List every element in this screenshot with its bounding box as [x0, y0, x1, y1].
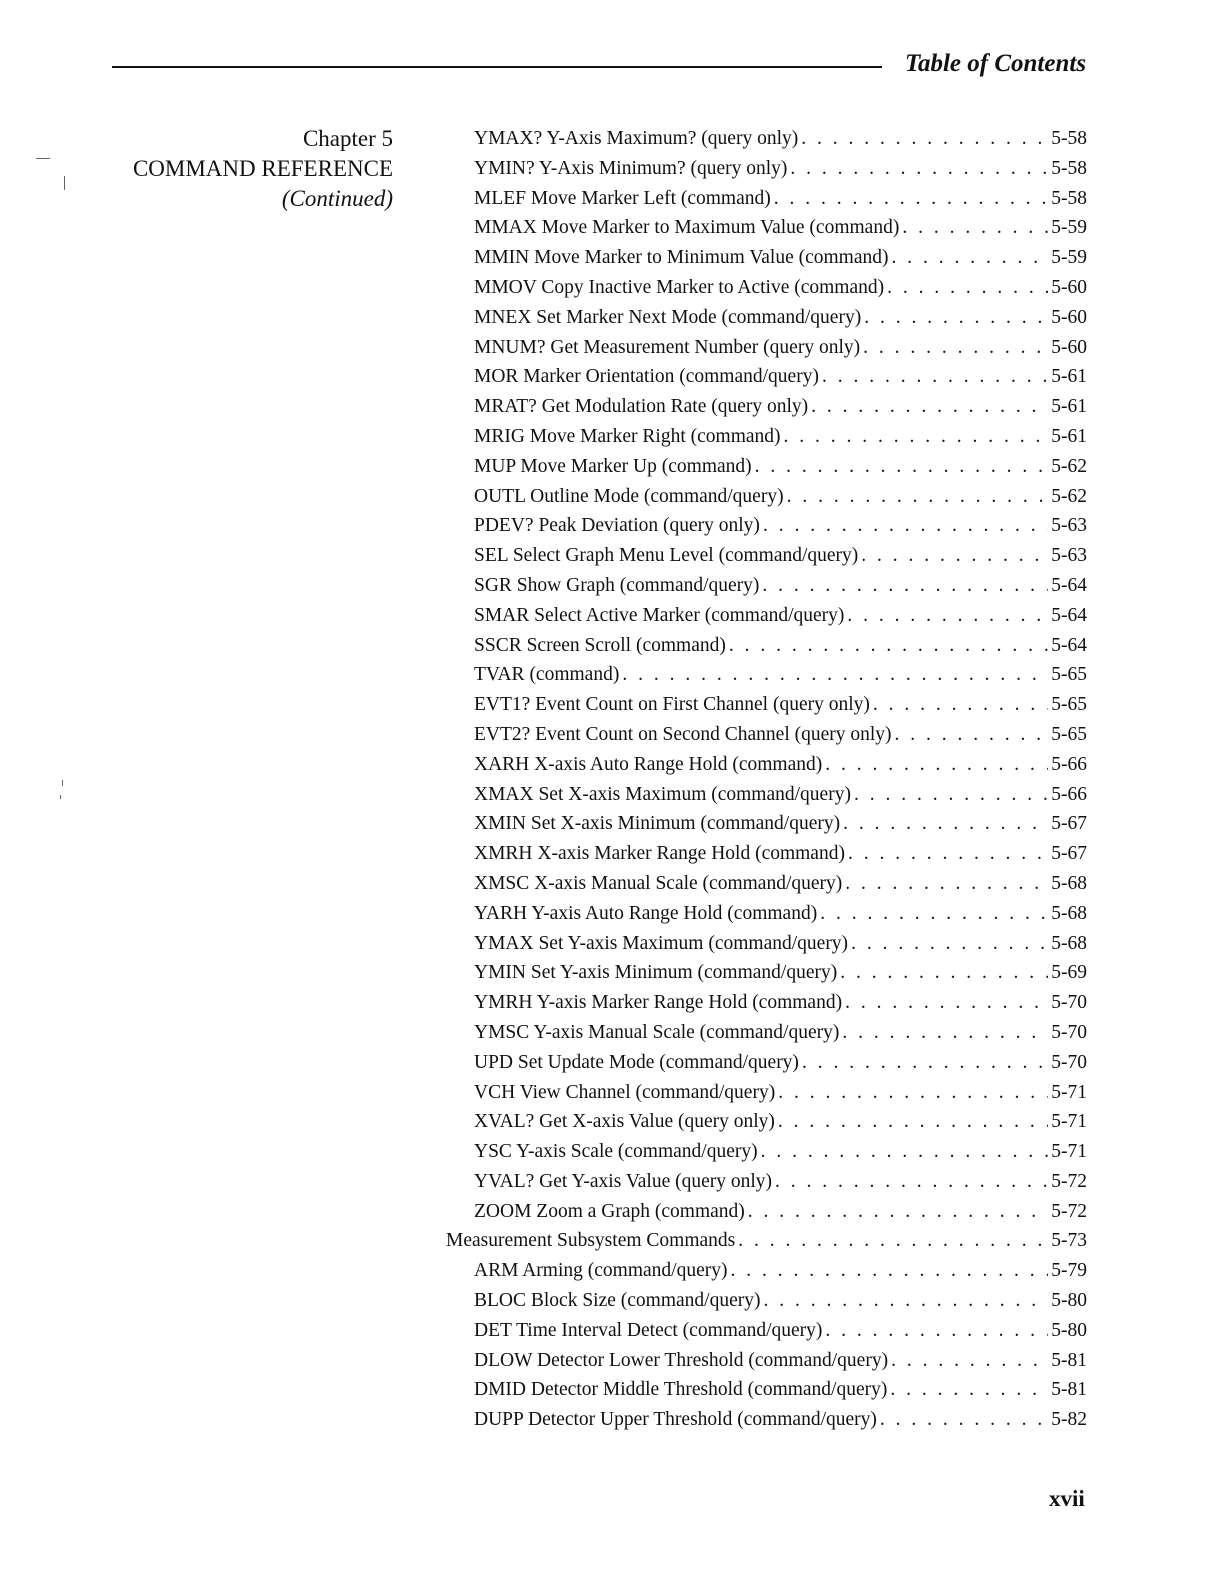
toc-entry — [446, 1409, 1087, 1439]
toc-entry — [446, 128, 1087, 158]
toc-entry-label: EVT1? Event Count on First Channel (query only) — [474, 694, 870, 716]
toc-leader-dots — [902, 217, 1048, 239]
toc-entry-label: YSC Y-axis Scale (command/query) — [474, 1141, 758, 1163]
toc-leader-dots — [887, 277, 1048, 299]
toc-entry — [446, 217, 1087, 247]
toc-leader-dots — [861, 545, 1048, 567]
toc-entry-page: 5-58 — [1051, 157, 1087, 179]
scan-mark — [60, 795, 61, 799]
toc-entry-label: YMAX? Y-Axis Maximum? (query only) — [474, 128, 799, 149]
toc-entry-label: XVAL? Get X-axis Value (query only) — [474, 1111, 775, 1133]
toc-entry-label: MMIN Move Marker to Minimum Value (command) — [474, 247, 889, 269]
toc-entry — [446, 1290, 1087, 1320]
toc-leader-dots — [738, 1230, 1048, 1252]
toc-entry-label: YARH Y-axis Auto Range Hold (command) — [474, 902, 818, 924]
toc-entry-label: XMSC X-axis Manual Scale (command/query) — [474, 872, 843, 894]
toc-leader-dots — [802, 1052, 1048, 1074]
toc-entry — [446, 1260, 1087, 1290]
toc-entry — [446, 933, 1087, 963]
toc-entry-page: 5-59 — [1051, 247, 1087, 269]
toc-leader-dots — [820, 903, 1048, 925]
toc-entry-label: MRAT? Get Modulation Rate (query only) — [474, 396, 809, 418]
toc-leader-dots — [851, 933, 1048, 955]
toc-entry — [446, 1320, 1087, 1350]
toc-entry — [446, 724, 1087, 754]
toc-entry — [446, 784, 1087, 814]
toc-leader-dots — [811, 396, 1048, 418]
toc-entry — [446, 486, 1087, 516]
toc-entry-page: 5-68 — [1051, 872, 1087, 894]
toc-leader-dots — [775, 1171, 1048, 1193]
toc-entry — [446, 1141, 1087, 1171]
toc-leader-dots — [787, 486, 1049, 508]
toc-entry-page: 5-70 — [1051, 992, 1087, 1014]
toc-entry-page: 5-60 — [1051, 336, 1087, 358]
toc-leader-dots — [825, 754, 1048, 776]
toc-entry — [446, 1171, 1087, 1201]
toc-leader-dots — [801, 128, 1048, 150]
page-header-title: Table of Contents — [905, 50, 1087, 77]
toc-entry-label: YMSC Y-axis Manual Scale (command/query) — [474, 1021, 840, 1043]
toc-leader-dots — [895, 724, 1049, 746]
toc-entry-page: 5-68 — [1051, 902, 1087, 924]
toc-entry-page: 5-61 — [1051, 366, 1087, 388]
toc-entry-page: 5-71 — [1051, 1141, 1087, 1163]
toc-leader-dots — [847, 605, 1048, 627]
toc-entry-label: PDEV? Peak Deviation (query only) — [474, 515, 760, 537]
toc-entry-page: 5-81 — [1051, 1349, 1087, 1371]
toc-entry — [446, 1350, 1087, 1380]
toc-entry — [446, 277, 1087, 307]
toc-entry-page: 5-64 — [1051, 634, 1087, 656]
toc-leader-dots — [843, 813, 1048, 835]
toc-entry-label: MMOV Copy Inactive Marker to Active (command) — [474, 276, 885, 298]
toc-entry — [446, 307, 1087, 337]
scan-mark — [64, 176, 65, 190]
toc-entry — [446, 426, 1087, 456]
toc-entry-label: YMIN Set Y-axis Minimum (command/query) — [474, 962, 838, 984]
toc-entry-page: 5-79 — [1051, 1260, 1087, 1282]
toc-leader-dots — [778, 1082, 1048, 1104]
toc-entry — [446, 188, 1087, 218]
toc-entry-label: MLEF Move Marker Left (command) — [474, 187, 771, 209]
toc-leader-dots — [890, 1379, 1048, 1401]
toc-leader-dots — [863, 337, 1048, 359]
toc-leader-dots — [842, 1022, 1048, 1044]
toc-leader-dots — [864, 307, 1048, 329]
toc-entry-label: YMRH Y-axis Marker Range Hold (command) — [474, 992, 843, 1014]
toc-leader-dots — [729, 635, 1048, 657]
toc-leader-dots — [784, 426, 1049, 448]
toc-entry-label: MMAX Move Marker to Maximum Value (command) — [474, 217, 900, 239]
toc-entry — [446, 575, 1087, 605]
toc-entry-label: MRIG Move Marker Right (command) — [474, 425, 781, 447]
toc-entry-page: 5-62 — [1051, 485, 1087, 507]
toc-entry — [446, 694, 1087, 724]
toc-entry-label: XMRH X-axis Marker Range Hold (command) — [474, 843, 845, 865]
toc-entry-page: 5-68 — [1051, 932, 1087, 954]
toc-entry-label: BLOC Block Size (command/query) — [474, 1290, 761, 1312]
toc-entry-page: 5-60 — [1051, 306, 1087, 328]
toc-entry — [446, 545, 1087, 575]
toc-leader-dots — [822, 366, 1048, 388]
toc-leader-dots — [748, 1201, 1048, 1223]
toc-entry-label: YVAL? Get Y-axis Value (query only) — [474, 1170, 773, 1192]
page-number: xvii — [1049, 1486, 1085, 1511]
toc-entry-label: TVAR (command) — [474, 664, 620, 686]
toc-entry-page: 5-70 — [1051, 1051, 1087, 1073]
chapter-heading — [60, 124, 393, 214]
toc-entry-page: 5-80 — [1051, 1319, 1087, 1341]
toc-leader-dots — [840, 962, 1048, 984]
toc-leader-dots — [825, 1320, 1048, 1342]
toc-entry — [446, 456, 1087, 486]
toc-entry-page: 5-67 — [1051, 813, 1087, 835]
toc-entry — [446, 366, 1087, 396]
toc-entry — [446, 247, 1087, 277]
toc-entry-label: OUTL Outline Mode (command/query) — [474, 485, 784, 507]
toc-entry — [446, 1082, 1087, 1112]
toc-leader-dots — [622, 664, 1048, 686]
toc-entry-page: 5-61 — [1051, 396, 1087, 418]
toc-entry-label: XMIN Set X-axis Minimum (command/query) — [474, 813, 841, 835]
toc-entry — [446, 1379, 1087, 1409]
toc-entry-page: 5-63 — [1051, 545, 1087, 567]
toc-entry-label: EVT2? Event Count on Second Channel (query only) — [474, 723, 892, 745]
toc-entry-label: ARM Arming (command/query) — [474, 1260, 728, 1282]
chapter-number: Chapter 5 — [302, 126, 393, 151]
toc-leader-dots — [892, 247, 1049, 269]
toc-entry-label: SGR Show Graph (command/query) — [474, 574, 760, 596]
toc-entry-page: 5-80 — [1051, 1290, 1087, 1312]
toc-entry — [446, 1052, 1087, 1082]
toc-entry — [446, 873, 1087, 903]
toc-entry-page: 5-72 — [1051, 1200, 1087, 1222]
toc-entry — [446, 158, 1087, 188]
chapter-continued: (Continued) — [281, 186, 393, 211]
toc-entry — [446, 664, 1087, 694]
toc-entry-page: 5-65 — [1051, 694, 1087, 716]
toc-entry-page: 5-67 — [1051, 843, 1087, 865]
toc-leader-dots — [790, 158, 1048, 180]
header-rule — [112, 66, 882, 68]
toc-entry-label: SSCR Screen Scroll (command) — [474, 634, 726, 656]
scan-mark — [62, 780, 63, 786]
toc-entry — [446, 1201, 1087, 1231]
toc-entry-label: XARH X-axis Auto Range Hold (command) — [474, 753, 823, 775]
toc-entry-label: MUP Move Marker Up (command) — [474, 455, 752, 477]
toc-entry-page: 5-61 — [1051, 425, 1087, 447]
toc-entry-label: DLOW Detector Lower Threshold (command/query) — [474, 1349, 889, 1371]
toc-entry-label: XMAX Set X-axis Maximum (command/query) — [474, 783, 851, 805]
toc-entry — [446, 515, 1087, 545]
toc-entry — [446, 843, 1087, 873]
toc-leader-dots — [891, 1350, 1048, 1372]
toc-entry — [446, 962, 1087, 992]
toc-entry-page: 5-62 — [1051, 455, 1087, 477]
toc-leader-dots — [763, 1290, 1048, 1312]
toc-entry-page: 5-64 — [1051, 574, 1087, 596]
toc-entry-label: SEL Select Graph Menu Level (command/query) — [474, 545, 859, 567]
toc-leader-dots — [761, 1141, 1049, 1163]
toc-entry-page: 5-58 — [1051, 187, 1087, 209]
toc-entry-label: YMIN? Y-Axis Minimum? (query only) — [474, 157, 788, 179]
toc-entry — [446, 1111, 1087, 1141]
toc-entry — [446, 903, 1087, 933]
toc-entry-label: MOR Marker Orientation (command/query) — [474, 366, 819, 388]
toc-entry — [446, 396, 1087, 426]
toc-entry — [446, 754, 1087, 784]
toc-entry-label: MNUM? Get Measurement Number (query only) — [474, 336, 861, 358]
toc-leader-dots — [848, 843, 1048, 865]
toc-entry-page: 5-64 — [1051, 604, 1087, 626]
toc-entry — [446, 337, 1087, 367]
scan-mark — [36, 158, 50, 159]
toc-entry-page: 5-59 — [1051, 217, 1087, 239]
toc-entry-page: 5-70 — [1051, 1021, 1087, 1043]
toc-entry — [446, 605, 1087, 635]
toc-entry — [446, 635, 1087, 665]
toc-list — [446, 128, 1087, 1439]
toc-leader-dots — [730, 1260, 1048, 1282]
toc-entry-page: 5-71 — [1051, 1081, 1087, 1103]
toc-entry-label: SMAR Select Active Marker (command/query) — [474, 604, 845, 626]
toc-entry — [446, 1022, 1087, 1052]
toc-entry-page: 5-66 — [1051, 753, 1087, 775]
toc-entry-page: 5-66 — [1051, 783, 1087, 805]
toc-entry — [446, 813, 1087, 843]
toc-entry-page: 5-71 — [1051, 1111, 1087, 1133]
toc-entry — [446, 992, 1087, 1022]
toc-leader-dots — [762, 575, 1048, 597]
toc-entry-label: ZOOM Zoom a Graph (command) — [474, 1200, 745, 1222]
toc-entry-label: DUPP Detector Upper Threshold (command/query) — [474, 1409, 877, 1431]
chapter-name: COMMAND REFERENCE — [132, 156, 393, 181]
toc-entry-page: 5-73 — [1051, 1230, 1087, 1252]
toc-leader-dots — [778, 1111, 1048, 1133]
toc-entry-page: 5-65 — [1051, 723, 1087, 745]
toc-entry-label: DET Time Interval Detect (command/query) — [474, 1319, 823, 1341]
toc-entry-page: 5-58 — [1051, 128, 1087, 149]
toc-entry-label: MNEX Set Marker Next Mode (command/query) — [474, 306, 862, 328]
toc-entry-page: 5-63 — [1051, 515, 1087, 537]
toc-entry-page: 5-69 — [1051, 962, 1087, 984]
toc-leader-dots — [755, 456, 1049, 478]
toc-leader-dots — [774, 188, 1049, 210]
toc-leader-dots — [880, 1409, 1048, 1431]
toc-entry-label: DMID Detector Middle Threshold (command/query) — [474, 1379, 888, 1401]
toc-entry-label: YMAX Set Y-axis Maximum (command/query) — [474, 932, 849, 954]
toc-leader-dots — [845, 873, 1048, 895]
toc-entry-page: 5-65 — [1051, 664, 1087, 686]
toc-leader-dots — [845, 992, 1048, 1014]
toc-entry-label: UPD Set Update Mode (command/query) — [474, 1051, 799, 1073]
toc-entry-label: Measurement Subsystem Commands — [446, 1230, 736, 1252]
toc-entry-page: 5-60 — [1051, 276, 1087, 298]
toc-entry-page: 5-72 — [1051, 1170, 1087, 1192]
toc-leader-dots — [873, 694, 1048, 716]
toc-leader-dots — [763, 515, 1048, 537]
toc-entry-page: 5-81 — [1051, 1379, 1087, 1401]
toc-entry-page: 5-82 — [1051, 1409, 1087, 1431]
toc-entry-label: VCH View Channel (command/query) — [474, 1081, 776, 1103]
toc-entry — [446, 1230, 1087, 1260]
toc-leader-dots — [854, 784, 1048, 806]
